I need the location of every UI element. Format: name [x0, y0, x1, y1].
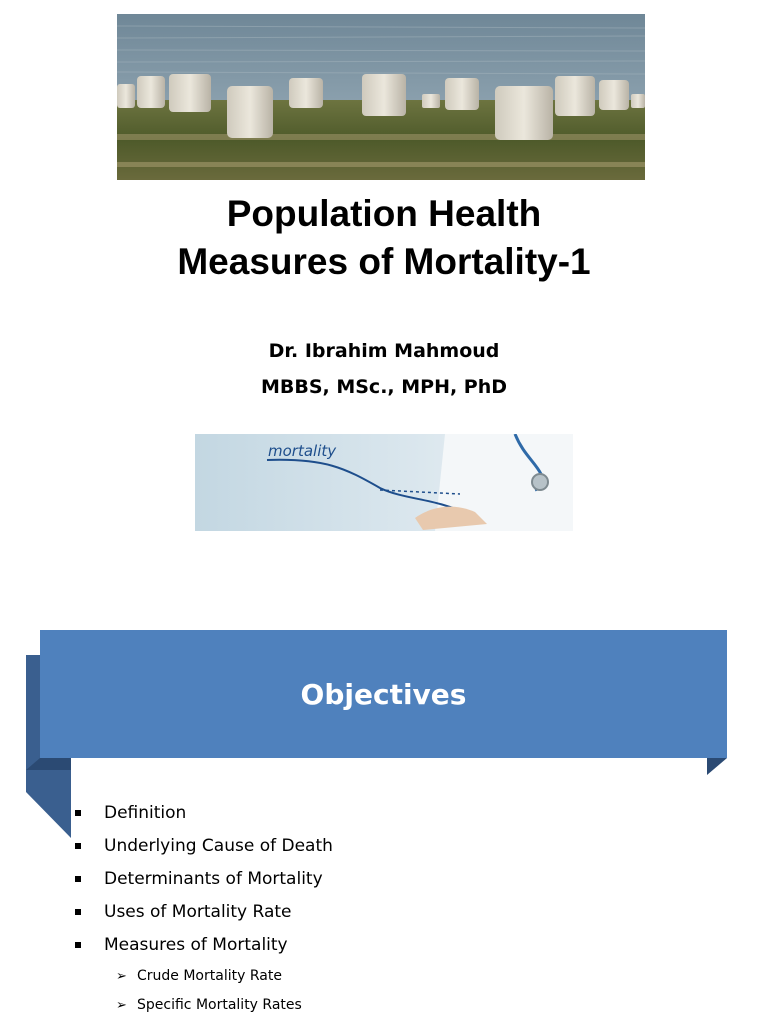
- list-item-label: Underlying Cause of Death: [104, 836, 333, 856]
- square-bullet-icon: [75, 942, 81, 948]
- author-name: Dr. Ibrahim Mahmoud: [268, 340, 500, 362]
- title-line-2: Measures of Mortality-1: [177, 241, 591, 282]
- objectives-heading: Objectives: [300, 677, 467, 711]
- square-bullet-icon: [75, 810, 81, 816]
- square-bullet-icon: [75, 843, 81, 849]
- author-degrees: MBBS, MSc., MPH, PhD: [260, 376, 508, 398]
- list-item: [75, 863, 715, 896]
- list-item: [75, 830, 715, 863]
- list-item: [75, 896, 715, 929]
- arrow-bullet-icon: ➢: [116, 969, 127, 984]
- author-block: [0, 333, 768, 405]
- title-line-1: Population Health: [226, 193, 542, 234]
- arrow-bullet-icon: ➢: [116, 998, 127, 1013]
- cemetery-photo: [117, 14, 645, 180]
- mortality-photo: [195, 434, 573, 531]
- list-item-label: Definition: [104, 803, 187, 823]
- list-item: [75, 797, 715, 830]
- square-bullet-icon: [75, 909, 81, 915]
- list-item-label: Measures of Mortality: [104, 935, 288, 955]
- chart-word: mortality: [268, 442, 337, 460]
- sub-list-item: [116, 991, 302, 1020]
- list-item-label: Uses of Mortality Rate: [104, 902, 292, 922]
- sub-list-item-label: Specific Mortality Rates: [137, 997, 302, 1013]
- sub-list-item-label: Crude Mortality Rate: [137, 968, 282, 984]
- ribbon-fold-right: [707, 758, 727, 775]
- presentation-title: [0, 190, 768, 286]
- square-bullet-icon: [75, 876, 81, 882]
- objectives-list: [75, 797, 715, 962]
- list-item-label: Determinants of Mortality: [104, 869, 323, 889]
- list-item: [75, 929, 715, 962]
- sub-list-item: [116, 962, 302, 991]
- measures-sublist: [116, 962, 302, 1020]
